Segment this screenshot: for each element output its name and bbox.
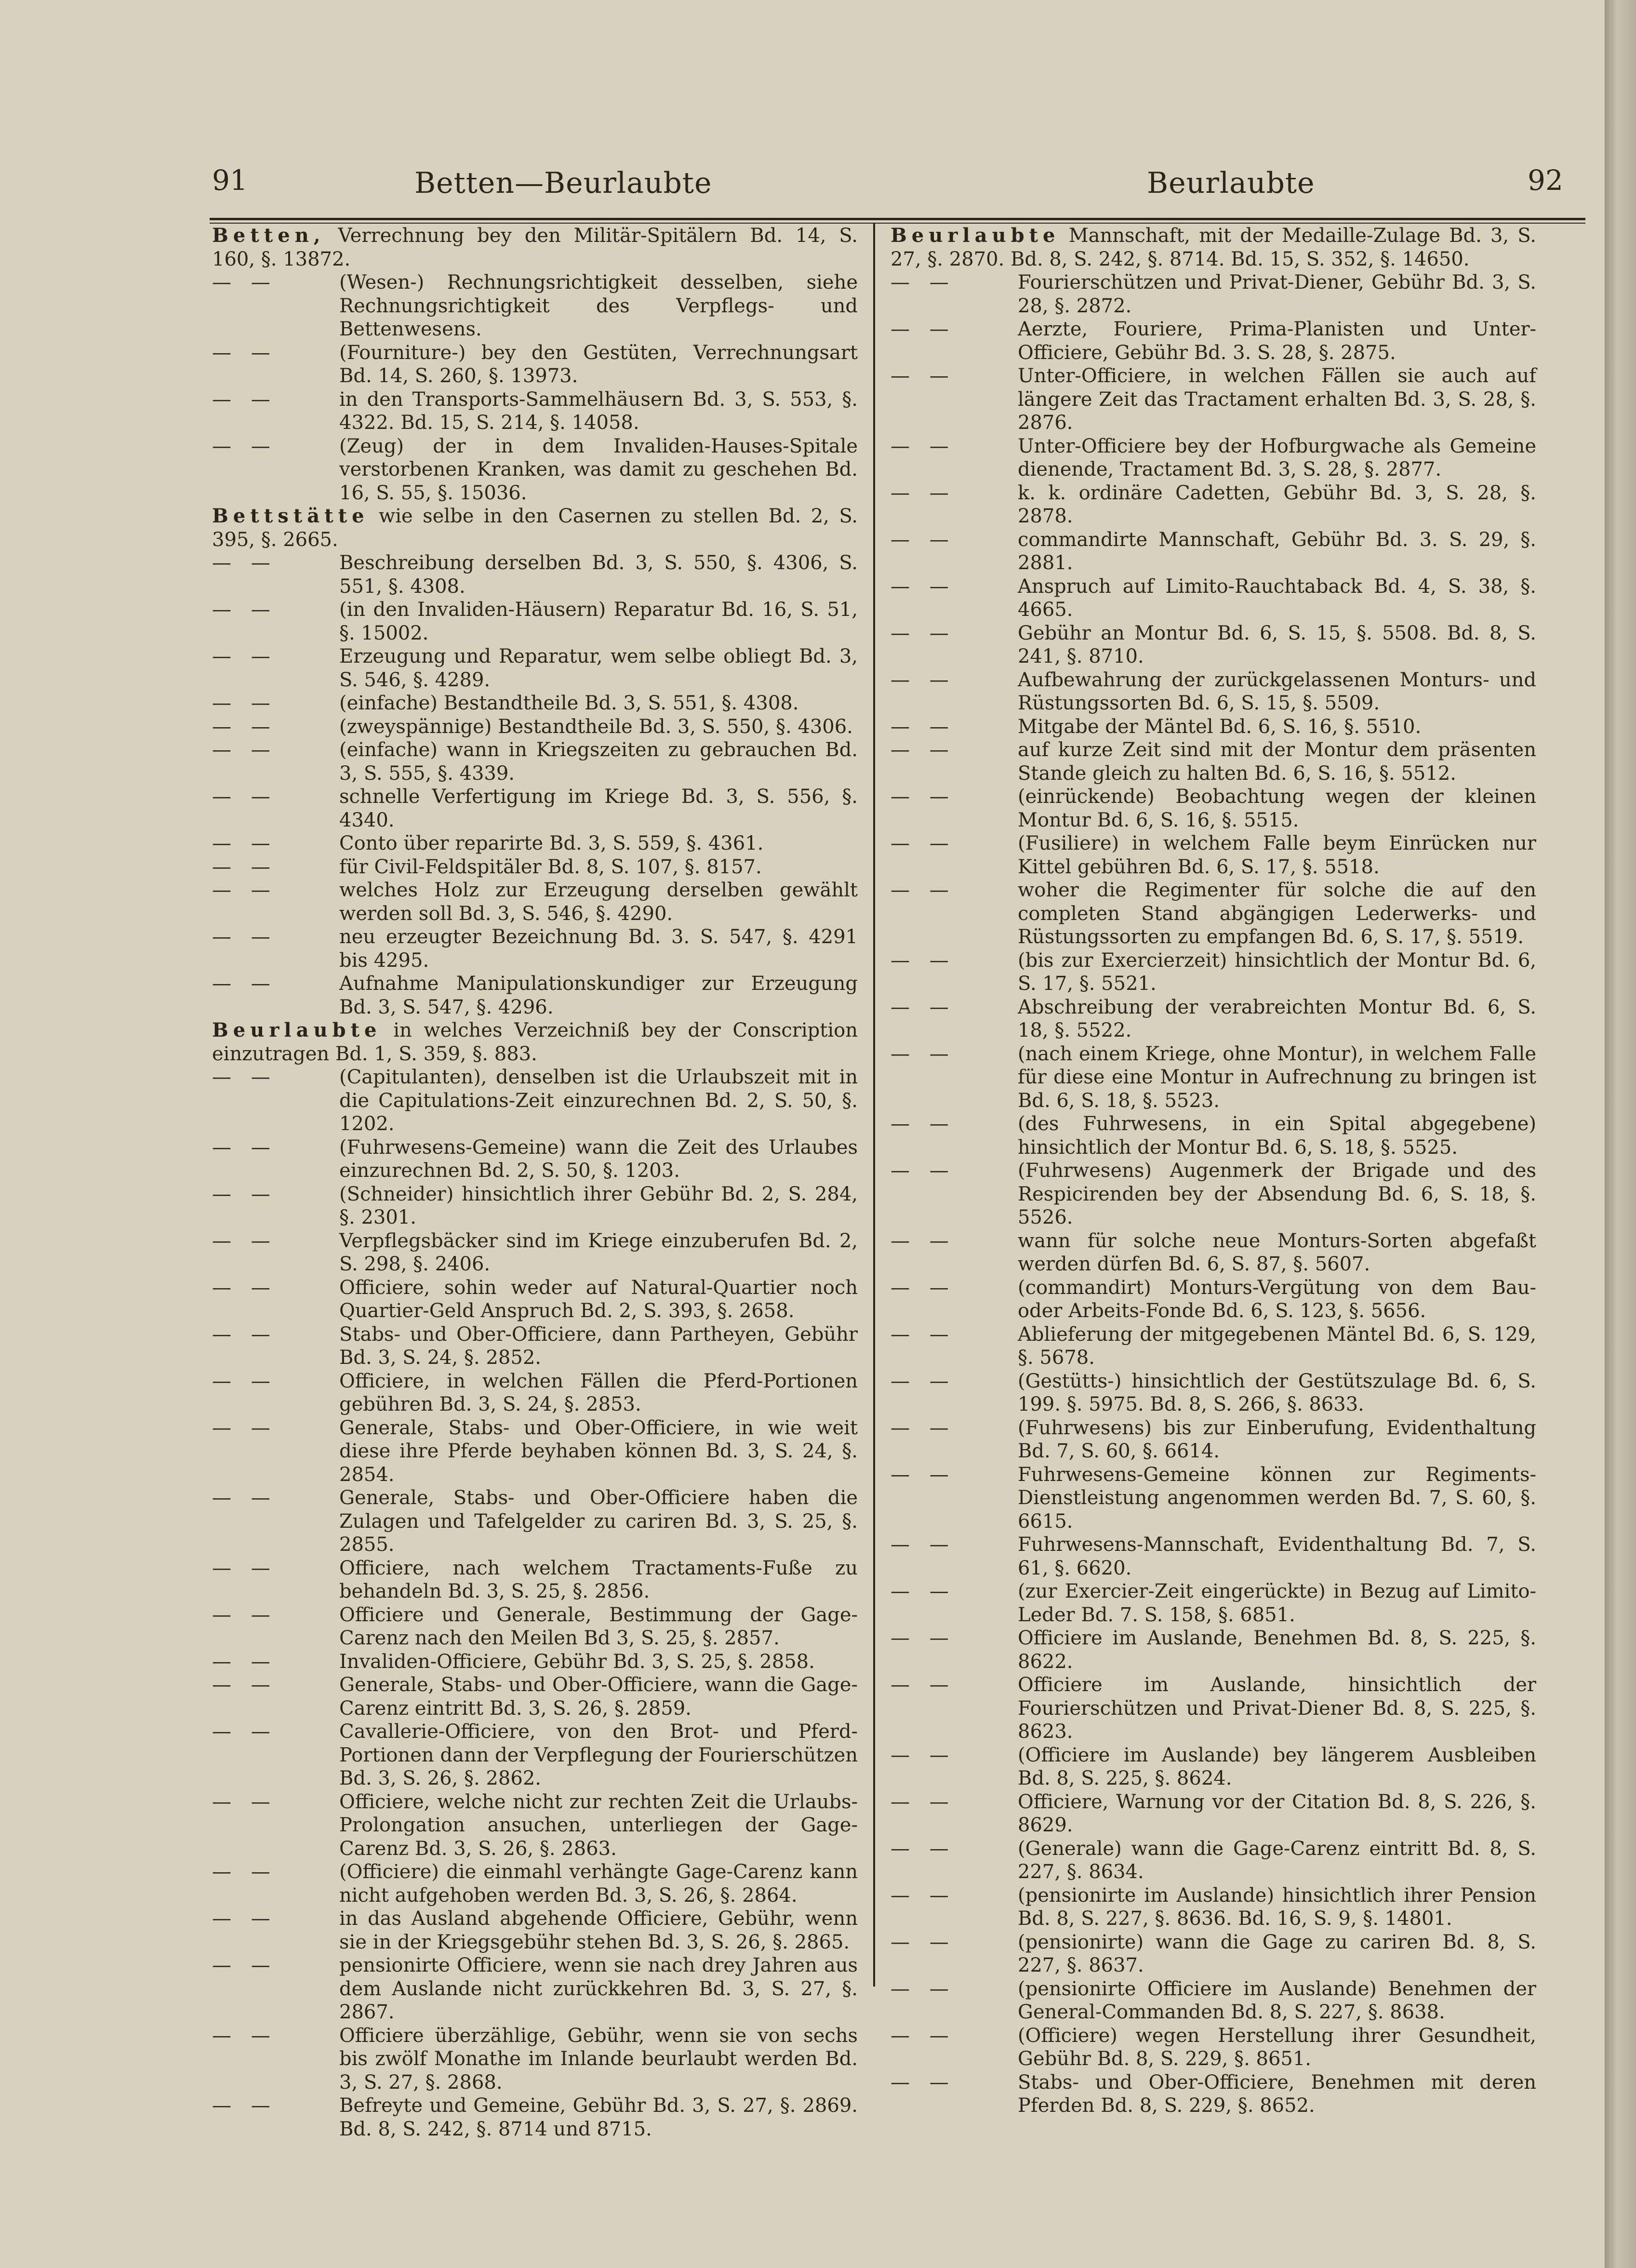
index-entry [891, 1977, 1536, 2024]
ditto-dash: — — [212, 973, 277, 995]
index-entry [891, 715, 1536, 739]
entry-text: auf kurze Zeit sind mit der Montur dem präsenten Stande gleich zu halten Bd. 6, S. 16, §. 5512. [1018, 739, 1536, 785]
ditto-dash: — — [212, 926, 277, 948]
index-entry [891, 879, 1536, 949]
index-entry [212, 1650, 858, 1674]
ditto-dash: — — [212, 599, 277, 621]
ditto-dash: — — [212, 341, 277, 364]
entry-text: (Fourniture-) bey den Gestüten, Verrechnungsart Bd. 14, S. 260, §. 13973. [339, 341, 858, 387]
ditto-dash: — — [891, 1977, 956, 2000]
ditto-dash: — — [212, 1650, 277, 1673]
index-entry [891, 1744, 1536, 1790]
ditto-dash: — — [212, 388, 277, 411]
ditto-dash: — — [891, 1113, 956, 1135]
entry-text: Ablieferung der mitgegebenen Mäntel Bd. 6, S. 129, §. 5678. [1018, 1323, 1536, 1369]
index-entry [212, 341, 858, 388]
ditto-dash: — — [891, 622, 956, 644]
entry-text: Befreyte und Gemeine, Gebühr Bd. 3, S. 27, §. 2869. Bd. 8, S. 242, §. 8714 und 8715. [339, 2095, 858, 2140]
index-entry [212, 785, 858, 832]
index-entry [212, 1954, 858, 2024]
entry-text: (einfache) Bestandtheile Bd. 3, S. 551, §. 4308. [339, 692, 799, 714]
entry-keyword: Bettstätte [212, 505, 369, 527]
index-entry [212, 388, 858, 435]
index-entry [891, 1416, 1536, 1463]
index-entry [212, 645, 858, 692]
entry-keyword: Beurlaubte [891, 224, 1060, 247]
entry-text: woher die Regimenter für solche die auf den completen Stand abgängigen Lederwerks- und Rüstungssorten zu empfangen Bd. 6, S. 17, §. 5519. [1018, 879, 1536, 948]
ditto-dash: — — [891, 1323, 956, 1346]
index-entry [212, 1907, 858, 1954]
entry-text: Officiere, Warnung vor der Citation Bd. 8, S. 226, §. 8629. [1018, 1790, 1536, 1836]
index-entry [891, 1790, 1536, 1837]
ditto-dash: — — [212, 271, 277, 294]
entry-text: Generale, Stabs- und Ober-Officiere haben die Zulagen und Tafelgelder zu cariren Bd. 3, S. 25, §. 2855. [339, 1487, 858, 1556]
ditto-dash: — — [891, 1160, 956, 1182]
ditto-dash: — — [891, 1790, 956, 1813]
ditto-dash: — — [891, 1276, 956, 1299]
index-entry [212, 925, 858, 972]
index-entry [891, 1463, 1536, 1534]
entry-text: (Zeug) der in dem Invaliden-Hauses-Spitale verstorbenen Kranken, was damit zu geschehen Bd. 16, S. 55, §. 15036. [339, 435, 858, 504]
entry-text: Erzeugung und Reparatur, wem selbe obliegt Bd. 3, S. 546, §. 4289. [339, 645, 858, 691]
entry-text: Invaliden-Officiere, Gebühr Bd. 3, S. 25, §. 2858. [339, 1650, 815, 1673]
ditto-dash: — — [212, 692, 277, 714]
left-column [212, 224, 858, 2141]
ditto-dash: — — [891, 435, 956, 457]
ditto-dash: — — [891, 528, 956, 551]
index-entry [891, 1931, 1536, 1977]
index-entry-heading [212, 1019, 858, 1066]
index-entry [891, 1533, 1536, 1580]
entry-text: in den Transports-Sammelhäusern Bd. 3, S. 553, §. 4322. Bd. 15, S. 214, §. 14058. [339, 388, 858, 434]
left-page-number: 91 [212, 164, 248, 197]
index-entry [891, 785, 1536, 832]
ditto-dash: — — [212, 1674, 277, 1696]
ditto-dash: — — [891, 715, 956, 738]
ditto-dash: — — [891, 1370, 956, 1392]
ditto-dash: — — [891, 1463, 956, 1486]
ditto-dash: — — [212, 879, 277, 901]
index-entry [891, 832, 1536, 879]
index-entry [891, 1884, 1536, 1931]
entry-text: (des Fuhrwesens, in ein Spital abgegebene) hinsichtlich der Montur Bd. 6, S. 18, §. 5525. [1018, 1113, 1536, 1159]
entry-text: (Schneider) hinsichtlich ihrer Gebühr Bd. 2, S. 284, §. 2301. [339, 1183, 858, 1228]
entry-text: Cavallerie-Officiere, von den Brot- und Pferd-Portionen dann der Verpflegung der Fourierschützen Bd. 3, S. 26, §. 2862. [339, 1721, 858, 1789]
header-rule [210, 218, 1585, 220]
ditto-dash: — — [891, 1416, 956, 1439]
index-entry [891, 435, 1536, 481]
ditto-dash: — — [891, 1884, 956, 1907]
entry-text: Mannschaft, mit der Medaille-Zulage Bd. 3, S. 27, §. 2870. Bd. 8, S. 242, §. 8714. Bd. 15, S. 352, §. 14650. [891, 225, 1537, 270]
index-entry [212, 1276, 858, 1323]
entry-keyword: Beurlaubte [212, 1019, 382, 1041]
index-entry [212, 692, 858, 715]
entry-text: Gebühr an Montur Bd. 6, S. 15, §. 5508. Bd. 8, S. 241, §. 8710. [1018, 622, 1536, 667]
ditto-dash: — — [891, 1580, 956, 1602]
entry-text: (Fuhrwesens) Augenmerk der Brigade und des Respicirenden bey der Absendung Bd. 6, S. 18, §. 5526. [1018, 1160, 1536, 1228]
entry-text: (nach einem Kriege, ohne Montur), in welchem Falle für diese eine Montur in Aufrechnung zu bringen ist Bd. 6, S. 18, §. 5523. [1018, 1042, 1536, 1112]
ditto-dash: — — [212, 2024, 277, 2047]
ditto-dash: — — [212, 1721, 277, 1743]
right-page-number: 92 [1528, 164, 1563, 197]
entry-text: (pensionirte im Auslande) hinsichtlich ihrer Pension Bd. 8, S. 227, §. 8636. Bd. 16, S. 9, §. 14801. [1018, 1884, 1536, 1930]
index-entry [212, 972, 858, 1019]
entry-text: (Generale) wann die Gage-Carenz eintritt Bd. 8, S. 227, §. 8634. [1018, 1837, 1536, 1883]
ditto-dash: — — [212, 645, 277, 667]
entry-text: (in den Invaliden-Häusern) Reparatur Bd. 16, S. 51, §. 15002. [339, 599, 858, 644]
index-entry [212, 879, 858, 925]
index-entry [212, 1860, 858, 1907]
index-entry [891, 1159, 1536, 1229]
entry-text: pensionirte Officiere, wenn sie nach drey Jahren aus dem Auslande nicht zurückkehren Bd. 3, S. 27, §. 2867. [339, 1954, 858, 2023]
right-running-head: Beurlaubte [1147, 166, 1315, 200]
entry-text: (Officiere im Auslande) bey längerem Ausbleiben Bd. 8, S. 225, §. 8624. [1018, 1744, 1536, 1789]
index-entry [891, 481, 1536, 528]
entry-text: (Capitulanten), denselben ist die Urlaubszeit mit in die Capitulations-Zeit einzurechnen Bd. 2, S. 50, §. 1202. [339, 1066, 858, 1135]
entry-text: neu erzeugter Bezeichnung Bd. 3. S. 547, §. 4291 bis 4295. [339, 926, 858, 972]
entry-text: Officiere im Auslande, hinsichtlich der Fourierschützen und Privat-Diener Bd. 8, S. 225, §. 8623. [1018, 1674, 1536, 1743]
entry-text: (einrückende) Beobachtung wegen der kleinen Montur Bd. 6, S. 16, §. 5515. [1018, 786, 1536, 831]
ditto-dash: — — [891, 786, 956, 808]
ditto-dash: — — [212, 1861, 277, 1883]
index-entry-heading [212, 224, 858, 271]
entry-text: (Officiere) die einmahl verhängte Gage-Carenz kann nicht aufgehoben werden Bd. 3, S. 26, §. 2864. [339, 1861, 858, 1907]
ditto-dash: — — [891, 832, 956, 854]
ditto-dash: — — [212, 1370, 277, 1392]
entry-text: Fourierschützen und Privat-Diener, Gebühr Bd. 3, S. 28, §. 2872. [1018, 271, 1536, 317]
ditto-dash: — — [891, 365, 956, 387]
ditto-dash: — — [212, 1790, 277, 1813]
entry-text: Anspruch auf Limito-Rauchtaback Bd. 4, S. 38, §. 4665. [1018, 575, 1536, 621]
index-entry [212, 1416, 858, 1487]
entry-text: (zur Exercier-Zeit eingerückte) in Bezug auf Limito-Leder Bd. 7. S. 158, §. 6851. [1018, 1580, 1536, 1626]
index-entry [212, 1229, 858, 1276]
entry-text: (Gestütts-) hinsichtlich der Gestütszulage Bd. 6, S. 199. §. 5975. Bd. 8, S. 266, §. 8633. [1018, 1370, 1536, 1415]
ditto-dash: — — [891, 2071, 956, 2094]
index-entry [891, 528, 1536, 575]
index-entry [891, 2071, 1536, 2118]
entry-text: schnelle Verfertigung im Kriege Bd. 3, S. 556, §. 4340. [339, 786, 858, 831]
ditto-dash: — — [891, 949, 956, 972]
ditto-dash: — — [212, 786, 277, 808]
entry-text: Fuhrwesens-Gemeine können zur Regiments-Dienstleistung angenommen werden Bd. 7, S. 60, §. 6615. [1018, 1463, 1536, 1533]
ditto-dash: — — [212, 1229, 277, 1252]
entry-text: wann für solche neue Monturs-Sorten abgefaßt werden dürfen Bd. 6, S. 87, §. 5607. [1018, 1229, 1536, 1275]
entry-text: Generale, Stabs- und Ober-Officiere, in wie weit diese ihre Pferde beyhaben können Bd. 3, S. 24, §. 2854. [339, 1416, 858, 1486]
index-entry-heading [891, 224, 1536, 271]
entry-keyword: Betten, [212, 224, 325, 247]
ditto-dash: — — [891, 1837, 956, 1860]
entry-text: (Wesen-) Rechnungsrichtigkeit desselben, siehe Rechnungsrichtigkeit des Verpflegs- und Bettenwesens. [339, 271, 858, 340]
ditto-dash: — — [212, 832, 277, 854]
header-rule-thin [210, 223, 1585, 224]
index-entry [212, 715, 858, 739]
entry-text: Generale, Stabs- und Ober-Officiere, wann die Gage-Carenz eintritt Bd. 3, S. 26, §. 2859. [339, 1674, 858, 1720]
entry-text: Aufbewahrung der zurückgelassenen Monturs- und Rüstungssorten Bd. 6, S. 15, §. 5509. [1018, 668, 1536, 714]
entry-text: Verpflegsbäcker sind im Kriege einzuberufen Bd. 2, S. 298, §. 2406. [339, 1229, 858, 1275]
entry-text: Abschreibung der verabreichten Montur Bd. 6, S. 18, §. 5522. [1018, 996, 1536, 1041]
ditto-dash: — — [891, 739, 956, 761]
index-entry [891, 1837, 1536, 1884]
ditto-dash: — — [891, 575, 956, 598]
entry-text: (commandirt) Monturs-Vergütung von dem Bau- oder Arbeits-Fonde Bd. 6, S. 123, §. 5656. [1018, 1276, 1536, 1322]
index-entry [212, 1323, 858, 1370]
entry-text: wie selbe in den Casernen zu stellen Bd. 2, S. 395, §. 2665. [212, 505, 858, 551]
ditto-dash: — — [891, 271, 956, 294]
index-entry [212, 1136, 858, 1183]
index-entry [212, 271, 858, 341]
entry-text: (zweyspännige) Bestandtheile Bd. 3, S. 550, §. 4306. [339, 715, 853, 738]
ditto-dash: — — [212, 1908, 277, 1930]
ditto-dash: — — [212, 1557, 277, 1579]
index-entry [212, 1790, 858, 1861]
index-entry [891, 622, 1536, 668]
entry-text: Officiere und Generale, Bestimmung der Gage-Carenz nach den Meilen Bd 3, S. 25, §. 2857. [339, 1603, 858, 1649]
entry-text: Mitgabe der Mäntel Bd. 6, S. 16, §. 5510. [1018, 715, 1422, 738]
ditto-dash: — — [212, 739, 277, 761]
entry-text: Unter-Officiere, in welchen Fällen sie auch auf längere Zeit das Tractament erhalten Bd. 3, S. 28, §. 2876. [1018, 365, 1536, 434]
ditto-dash: — — [212, 2095, 277, 2117]
index-entry [891, 271, 1536, 318]
entry-text: Unter-Officiere bey der Hofburgwache als Gemeine dienende, Tractament Bd. 3, S. 28, §. 2877. [1018, 435, 1536, 480]
book-binding-edge [1605, 0, 1636, 2268]
ditto-dash: — — [891, 318, 956, 340]
index-entry [212, 2094, 858, 2141]
ditto-dash: — — [891, 879, 956, 901]
index-entry-heading [212, 505, 858, 551]
ditto-dash: — — [212, 1323, 277, 1346]
index-entry [212, 1370, 858, 1416]
ditto-dash: — — [212, 1416, 277, 1439]
index-entry [891, 738, 1536, 785]
entry-text: in das Ausland abgehende Officiere, Gebühr, wenn sie in der Kriegsgebühr stehen Bd. 3, S. 26, §. 2865. [339, 1908, 858, 1953]
left-running-head: Betten—Beurlaubte [414, 166, 712, 200]
entry-text: Aerzte, Fouriere, Prima-Planisten und Unter-Officiere, Gebühr Bd. 3. S. 28, §. 2875. [1018, 318, 1536, 364]
entry-text: (Fusiliere) in welchem Falle beym Einrücken nur Kittel gebühren Bd. 6, S. 17, §. 5518. [1018, 832, 1536, 878]
index-entry [891, 1627, 1536, 1673]
entry-text: Conto über reparirte Bd. 3, S. 559, §. 4361. [339, 832, 764, 854]
index-entry [212, 1557, 858, 1603]
entry-text: (Fuhrwesens) bis zur Einberufung, Evidenthaltung Bd. 7, S. 60, §. 6614. [1018, 1416, 1536, 1462]
index-entry [891, 318, 1536, 364]
ditto-dash: — — [891, 2024, 956, 2047]
entry-text: Verrechnung bey den Militär-Spitälern Bd. 14, S. 160, §. 13872. [212, 225, 858, 270]
ditto-dash: — — [891, 1744, 956, 1766]
index-entry [891, 1370, 1536, 1416]
index-entry [891, 575, 1536, 622]
index-entry [891, 1042, 1536, 1113]
entry-text: Officiere im Auslande, Benehmen Bd. 8, S. 225, §. 8622. [1018, 1627, 1536, 1673]
ditto-dash: — — [212, 715, 277, 738]
entry-text: für Civil-Feldspitäler Bd. 8, S. 107, §. 8157. [339, 855, 762, 878]
index-entry [212, 598, 858, 645]
ditto-dash: — — [212, 1487, 277, 1509]
entry-text: Stabs- und Ober-Officiere, dann Partheyen, Gebühr Bd. 3, S. 24, §. 2852. [339, 1323, 858, 1369]
right-column [891, 224, 1536, 2118]
entry-text: welches Holz zur Erzeugung derselben gewählt werden soll Bd. 3, S. 546, §. 4290. [339, 879, 858, 925]
ditto-dash: — — [891, 1931, 956, 1953]
ditto-dash: — — [212, 552, 277, 574]
ditto-dash: — — [212, 1136, 277, 1159]
ditto-dash: — — [891, 1042, 956, 1065]
ditto-dash: — — [212, 1603, 277, 1626]
ditto-dash: — — [212, 435, 277, 457]
entry-text: (pensionirte) wann die Gage zu cariren Bd. 8, S. 227, §. 8637. [1018, 1931, 1536, 1976]
index-entry [212, 1720, 858, 1790]
entry-text: Officiere, nach welchem Tractaments-Fuße zu behandeln Bd. 3, S. 25, §. 2856. [339, 1557, 858, 1602]
index-entry [212, 551, 858, 598]
index-entry [212, 1183, 858, 1229]
entry-text: Stabs- und Ober-Officiere, Benehmen mit deren Pferden Bd. 8, S. 229, §. 8652. [1018, 2071, 1536, 2117]
entry-text: Officiere, in welchen Fällen die Pferd-Portionen gebühren Bd. 3, S. 24, §. 2853. [339, 1370, 858, 1415]
index-entry [891, 1580, 1536, 1627]
ditto-dash: — — [891, 1674, 956, 1696]
entry-text: (einfache) wann in Kriegszeiten zu gebrauchen Bd. 3, S. 555, §. 4339. [339, 739, 858, 785]
index-entry [212, 855, 858, 879]
column-separator [873, 223, 875, 1987]
entry-text: (bis zur Exercierzeit) hinsichtlich der Montur Bd. 6, S. 17, §. 5521. [1018, 949, 1536, 995]
ditto-dash: — — [891, 481, 956, 504]
entry-text: Officiere, welche nicht zur rechten Zeit die Urlaubs-Prolongation ansuchen, unterliegen der Gage-Carenz Bd. 3, S. 26, §. 2863. [339, 1790, 858, 1860]
entry-text: Fuhrwesens-Mannschaft, Evidenthaltung Bd. 7, S. 61, §. 6620. [1018, 1534, 1536, 1579]
entry-text: Officiere, sohin weder auf Natural-Quartier noch Quartier-Geld Anspruch Bd. 2, S. 393, §. 2658. [339, 1276, 858, 1322]
entry-text: k. k. ordinäre Cadetten, Gebühr Bd. 3, S. 28, §. 2878. [1018, 481, 1536, 527]
index-entry [891, 1323, 1536, 1370]
ditto-dash: — — [212, 1276, 277, 1299]
entry-text: Aufnahme Manipulationskundiger zur Erzeugung Bd. 3, S. 547, §. 4296. [339, 973, 858, 1018]
index-entry [891, 1229, 1536, 1276]
entry-text: (Fuhrwesens-Gemeine) wann die Zeit des Urlaubes einzurechnen Bd. 2, S. 50, §. 1203. [339, 1136, 858, 1182]
index-entry [212, 435, 858, 505]
ditto-dash: — — [891, 996, 956, 1018]
index-entry [891, 668, 1536, 715]
ditto-dash: — — [891, 668, 956, 691]
index-entry [212, 738, 858, 785]
entry-text: (Officiere) wegen Herstellung ihrer Gesundheit, Gebühr Bd. 8, S. 229, §. 8651. [1018, 2024, 1536, 2070]
ditto-dash: — — [212, 1066, 277, 1088]
ditto-dash: — — [212, 1183, 277, 1205]
ditto-dash: — — [212, 855, 277, 878]
index-entry [212, 1486, 858, 1557]
index-entry [212, 1066, 858, 1136]
index-entry [212, 1603, 858, 1650]
index-entry [891, 2024, 1536, 2071]
ditto-dash: — — [891, 1229, 956, 1252]
index-entry [891, 996, 1536, 1042]
entry-text: commandirte Mannschaft, Gebühr Bd. 3. S. 29, §. 2881. [1018, 528, 1536, 574]
ditto-dash: — — [891, 1534, 956, 1556]
entry-text: Officiere überzählige, Gebühr, wenn sie von sechs bis zwölf Monathe im Inlande beurlaubt werden Bd. 3, S. 27, §. 2868. [339, 2024, 858, 2094]
ditto-dash: — — [212, 1954, 277, 1976]
index-entry [212, 832, 858, 855]
index-entry [891, 949, 1536, 996]
entry-text: Beschreibung derselben Bd. 3, S. 550, §. 4306, S. 551, §. 4308. [339, 552, 858, 598]
ditto-dash: — — [891, 1627, 956, 1649]
index-entry [212, 1673, 858, 1720]
index-entry [891, 1112, 1536, 1159]
index-entry [891, 1673, 1536, 1744]
index-entry [891, 364, 1536, 435]
entry-text: in welches Verzeichniß bey der Conscription einzutragen Bd. 1, S. 359, §. 883. [212, 1019, 858, 1065]
index-entry [212, 2024, 858, 2095]
index-entry [891, 1276, 1536, 1323]
entry-text: (pensionirte Officiere im Auslande) Benehmen der General-Commanden Bd. 8, S. 227, §. 8638. [1018, 1977, 1536, 2023]
